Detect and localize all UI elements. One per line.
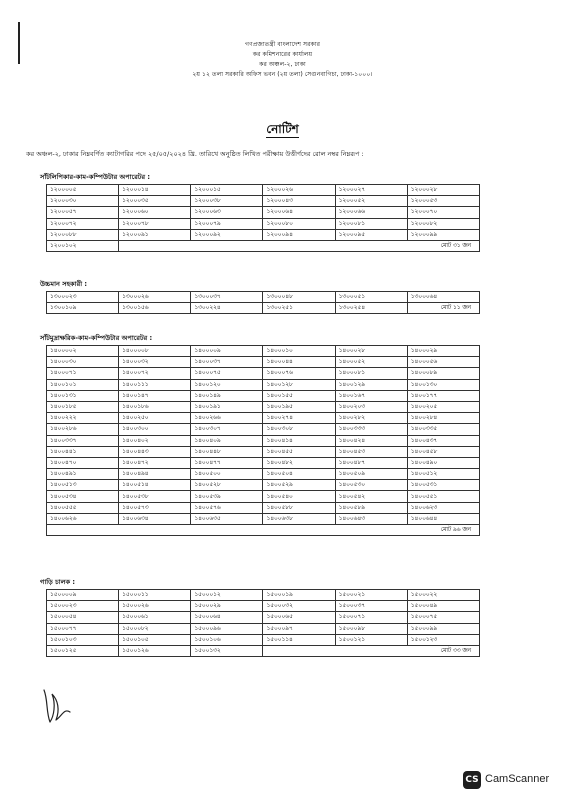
roll-number-cell: ১৪০০৫৩৮ — [119, 491, 191, 502]
roll-number-cell: ১৪০০১৯৫ — [263, 401, 335, 412]
roll-number-cell: ১৪০০৫২৯ — [263, 480, 335, 491]
table-row — [47, 346, 480, 357]
roll-number-cell: ১৪০০০১০ — [263, 346, 335, 357]
roll-number-cell: ১৫০০০১২ — [191, 590, 263, 601]
roll-number-cell: ১৪০০২২২ — [47, 413, 119, 424]
table-row — [47, 218, 480, 229]
header-line-1: গণপ্রজাতন্ত্রী বাংলাদেশ সরকার — [244, 41, 321, 48]
table-row — [47, 401, 480, 412]
roll-number-cell: ১৫০০০৯৭ — [263, 623, 335, 634]
table-row — [47, 480, 480, 491]
roll-number-cell: ১৪০০১৩১ — [47, 390, 119, 401]
roll-number-table — [46, 345, 480, 536]
roll-number-cell: ১৪০০৪৯৪ — [119, 469, 191, 480]
roll-number-cell: ১৪০০০৫৬ — [407, 357, 479, 368]
roll-number-cell: ১৪০০০৩০ — [47, 357, 119, 368]
roll-number-cell: ১৪০০০৪৪ — [263, 357, 335, 368]
table-row — [47, 590, 480, 601]
roll-number-cell: ১৪০০৫৩০ — [335, 480, 407, 491]
roll-number-cell: ১৩০০২৫১ — [263, 303, 335, 314]
section-stenographer — [40, 172, 480, 252]
roll-number-cell: ১৪০০৬৩৮ — [263, 513, 335, 524]
roll-number-cell: ১২০০০৯৪ — [263, 229, 335, 240]
roll-number-cell: ১৪০০০৭৫ — [191, 368, 263, 379]
roll-number-cell: ১৫০০০২৩ — [47, 601, 119, 612]
roll-number-cell: ১৪০০৪৯১ — [47, 469, 119, 480]
table-row — [47, 390, 480, 401]
roll-number-cell: ১৪০০০৮৯ — [407, 368, 479, 379]
notice-title: নোটিশ — [266, 122, 299, 136]
roll-number-cell: ১৪০০০০৯ — [191, 346, 263, 357]
section-label: সাঁটমুদ্রাক্ষরিক-কাম-কম্পিউটার অপারেটর : — [40, 334, 153, 342]
table-row — [47, 196, 480, 207]
section-label: গাড়ি চালক : — [40, 578, 76, 586]
roll-number-cell: ১২০০০৩০ — [47, 196, 119, 207]
roll-number-cell: ১৪০০৬২৬ — [47, 513, 119, 524]
roll-number-cell: ১৪০০২৮৬ — [47, 424, 119, 435]
roll-number-cell: ১৪০০৪৩৭ — [407, 435, 479, 446]
roll-number-cell: ১৪০০০০৮ — [119, 346, 191, 357]
table-row — [47, 413, 480, 424]
roll-number-cell: ১২০০০৭৯ — [191, 218, 263, 229]
total-count: মোট ৯৬ জন — [47, 525, 480, 536]
roll-number-cell: ১২০০০২৭ — [335, 185, 407, 196]
roll-number-cell: ১৫০০১২৬ — [119, 645, 191, 656]
roll-number-cell: ১৫০০০০৯ — [47, 590, 119, 601]
roll-number-cell: ১৫০০০২৬ — [119, 601, 191, 612]
roll-number-cell: ১৪০০৫৪০ — [263, 491, 335, 502]
roll-number-cell: ১৪০০৩০০ — [119, 424, 191, 435]
header-line-2: কর কমিশনারের কার্যালয় — [252, 51, 313, 58]
roll-number-cell: ১২০০০৭০ — [407, 207, 479, 218]
camscanner-watermark: CamScanner — [485, 773, 550, 785]
table-row — [47, 612, 480, 623]
roll-number-cell: ১৫০০০৩২ — [263, 601, 335, 612]
roll-number-cell: ১২০০০৮১ — [335, 218, 407, 229]
roll-number-cell: ১৪০০০৮১ — [335, 368, 407, 379]
section-driver — [40, 577, 480, 657]
roll-number-cell: ১৪০০৫১৪ — [119, 480, 191, 491]
intro-text: কর অঞ্চল-২, ঢাকার নিম্নবর্ণিত ক্যাটাগরির পদে ২৫/০৫/২০২৪ খ্রি. তারিখে অনুষ্ঠিত লিখিত পরীক্ষায় উত্তীর্ণদের রোল নম্বর নিম্নরূপ : — [26, 150, 364, 158]
roll-number-cell: ১২০০০৫২ — [335, 196, 407, 207]
roll-number-cell: ১২০০০৮০ — [263, 218, 335, 229]
roll-number-cell: ১৪০০৪৫৫ — [263, 446, 335, 457]
roll-number-cell: ১৫০০০৯৮ — [335, 623, 407, 634]
roll-number-cell: ১৪০০৬৪৪ — [407, 513, 479, 524]
roll-number-cell: ১৫০০০১১ — [119, 590, 191, 601]
roll-number-table — [46, 589, 480, 657]
roll-number-cell: ১৫০০০২১ — [335, 590, 407, 601]
table-row-total — [47, 240, 480, 251]
roll-number-cell: ১৪০০৫২৮ — [191, 480, 263, 491]
table-row — [47, 446, 480, 457]
table-row — [47, 491, 480, 502]
roll-number-cell: ১৪০০৪৫৮ — [407, 446, 479, 457]
roll-number-cell: ১৪০০৪৪৩ — [119, 446, 191, 457]
roll-number-cell: ১৫০০১০৬ — [191, 634, 263, 645]
roll-number-cell: ১৩০০০৫১ — [335, 292, 407, 303]
roll-number-cell: ১৪০০১৫৫ — [263, 390, 335, 401]
roll-number-cell: ১৪০০১৮৫ — [47, 401, 119, 412]
total-count: মোট ৩১ জন — [119, 240, 480, 251]
roll-number-cell: ১৪০০৬২৩ — [407, 502, 479, 513]
roll-number-cell: ১৩০০১৫৬ — [119, 303, 191, 314]
roll-number-cell: ১৪০০৫৭৩ — [119, 502, 191, 513]
roll-number-cell: ১৪০০৫০৪ — [263, 469, 335, 480]
roll-number-table — [46, 291, 480, 314]
roll-number-cell: ১৪০০১৭৭ — [407, 390, 479, 401]
table-row-total — [47, 645, 480, 656]
table-row — [47, 634, 480, 645]
roll-number-cell: ১৪০০০২৮ — [335, 346, 407, 357]
roll-number-cell: ১৪০০৬৩৪ — [119, 513, 191, 524]
roll-number-cell: ১৫০০০৬১ — [119, 612, 191, 623]
roll-number-cell: ১২০০০৭৮ — [119, 218, 191, 229]
roll-number-cell: ১৪০০৫১২ — [407, 469, 479, 480]
roll-number-cell: ১৪০০৪৫৩ — [335, 446, 407, 457]
roll-number-cell: ১৫০০০৫৪ — [47, 612, 119, 623]
roll-number-cell: ১৪০০৪৯০ — [407, 457, 479, 468]
roll-number-cell: ১২০০০১৪ — [119, 185, 191, 196]
roll-number-cell: ১৫০০০৪৯ — [407, 601, 479, 612]
roll-number-cell: ১৪০০৫৩৪ — [47, 491, 119, 502]
roll-number-cell: ১৪০০০৭৬ — [263, 368, 335, 379]
roll-number-cell: ১২০০০৩৫ — [119, 196, 191, 207]
roll-number-cell: ১৩০০০২৩ — [47, 292, 119, 303]
roll-number-cell: ১৪০০২৬৬ — [191, 413, 263, 424]
roll-number-cell: ১৫০০১২১ — [335, 634, 407, 645]
roll-number-cell: ১২০০০১৫ — [191, 185, 263, 196]
table-row — [47, 368, 480, 379]
table-row — [47, 457, 480, 468]
roll-number-cell: ১৩০০০৬৪ — [407, 292, 479, 303]
table-row-total — [47, 303, 480, 314]
roll-number-cell: ১২০০০৭২ — [47, 218, 119, 229]
roll-number-cell: ১৫০০১৩২ — [191, 645, 263, 656]
roll-number-cell: ১৪০০৫৪২ — [335, 491, 407, 502]
roll-number-cell: ১৪০০৫৭৬ — [191, 502, 263, 513]
header-line-3: কর অঞ্চল-২, ঢাকা — [259, 61, 306, 68]
roll-number-cell: ১২০০০৩৮ — [191, 196, 263, 207]
roll-number-cell: ১২০০০৮২ — [407, 218, 479, 229]
table-row-total — [47, 525, 480, 536]
roll-number-cell: ১৫০০০৬৪ — [191, 612, 263, 623]
roll-number-cell: ১৩০০০৩৭ — [191, 292, 263, 303]
roll-number-cell: ১৪০০০৩৭ — [191, 357, 263, 368]
signature-image — [36, 686, 76, 726]
roll-number-cell: ১৪০০২৮২ — [335, 413, 407, 424]
roll-number-cell: ১৪০০৪৪১ — [47, 446, 119, 457]
roll-number-cell: ১৫০০০৮২ — [119, 623, 191, 634]
roll-number-cell: ১৪০০০৩২ — [119, 357, 191, 368]
roll-number-cell: ১৪০০৪০২ — [119, 435, 191, 446]
roll-number-cell: ১৪০০৪৮৭ — [335, 457, 407, 468]
roll-number-cell: ১৪০০২৫০ — [119, 413, 191, 424]
roll-number-cell: ১২০০০২৬ — [263, 185, 335, 196]
roll-number-cell: ১২০০০৬৩ — [191, 207, 263, 218]
roll-number-cell: ১৫০০১২৩ — [407, 634, 479, 645]
roll-number-cell: ১৪০০১৯১ — [191, 401, 263, 412]
roll-number-cell: ১৩০০২২৪ — [191, 303, 263, 314]
table-row — [47, 185, 480, 196]
roll-number-cell: ১৫০০১১৪ — [263, 634, 335, 645]
roll-number-cell: ১৫০০০২২ — [407, 590, 479, 601]
roll-number-cell: ১৫০০০৩৭ — [335, 601, 407, 612]
roll-number-cell: ১৫০০০৭৫ — [407, 612, 479, 623]
roll-number-cell: ১৪০০৫৩৯ — [191, 491, 263, 502]
roll-number-cell: ১৪০০৪৭৭ — [191, 457, 263, 468]
roll-number-cell: ১৪০০৫৫৫ — [47, 502, 119, 513]
roll-number-cell: ১৪০০১২৯ — [335, 379, 407, 390]
roll-number-cell: ১৪০০৫০৯ — [335, 469, 407, 480]
notice-title-wrap — [0, 118, 565, 141]
table-row — [47, 513, 480, 524]
roll-number-cell: ১৪০০৫০০ — [191, 469, 263, 480]
roll-number-cell: ১৪০০৪১৪ — [263, 435, 335, 446]
roll-number-cell: ১৪০০০৫২ — [335, 357, 407, 368]
table-row — [47, 207, 480, 218]
roll-number-cell: ১৪০০৫৩১ — [407, 480, 479, 491]
roll-number-cell: ১৪০০১৩০ — [407, 379, 479, 390]
roll-number-cell: ১৪০০২০৩ — [335, 401, 407, 412]
roll-number-cell: ১২০০১০২ — [47, 240, 119, 251]
roll-number-cell: ১৪০০১২০ — [191, 379, 263, 390]
roll-number-cell: ১২০০০৯৯ — [407, 229, 479, 240]
roll-number-cell: ১৫০০০৯৯ — [407, 623, 479, 634]
roll-number-cell: ১২০০০৫৭ — [47, 207, 119, 218]
roll-number-cell: ১৫০০১০৩ — [47, 634, 119, 645]
roll-number-cell: ১২০০০৯৫ — [335, 229, 407, 240]
roll-number-cell: ১৪০০৩৩৩ — [335, 424, 407, 435]
roll-number-cell: ১৩০০০৪৮ — [263, 292, 335, 303]
roll-number-cell: ১৪০০৫১৩ — [47, 480, 119, 491]
roll-number-cell: ১৪০০০০২ — [47, 346, 119, 357]
roll-number-cell: ১৪০০১০১ — [47, 379, 119, 390]
roll-number-cell: ১৪০০৫৮৮ — [263, 502, 335, 513]
table-row — [47, 601, 480, 612]
roll-number-cell: ১৩০০০২৬ — [119, 292, 191, 303]
roll-number-cell: ১৪০০২৮৪ — [407, 413, 479, 424]
table-row — [47, 229, 480, 240]
roll-number-cell: ১৫০০০৭৭ — [47, 623, 119, 634]
roll-number-cell: ১৫০০০৯৬ — [191, 623, 263, 634]
roll-number-cell: ১৪০০৪৮২ — [263, 457, 335, 468]
roll-number-cell: ১৫০০১২৫ — [47, 645, 119, 656]
roll-number-cell: ১৫০০১০৫ — [119, 634, 191, 645]
total-count: মোট ১১ জন — [407, 303, 479, 314]
roll-number-cell: ১৪০০৪২৪ — [335, 435, 407, 446]
roll-number-cell: ১৫০০০৬৫ — [263, 612, 335, 623]
section-steno-typist — [40, 333, 480, 536]
roll-number-cell: ১২০০০৫৩ — [407, 196, 479, 207]
camscanner-logo-icon: CS — [463, 771, 481, 789]
table-row — [47, 357, 480, 368]
roll-number-cell: ১৪০০৩০৮ — [263, 424, 335, 435]
table-row — [47, 292, 480, 303]
roll-number-cell: ১৫০০০৭১ — [335, 612, 407, 623]
roll-number-cell: ১৪০০৩০৭ — [191, 424, 263, 435]
office-header — [0, 40, 565, 80]
roll-number-cell: ১২০০০৬০ — [119, 207, 191, 218]
roll-number-cell: ১৪০০১২৮ — [263, 379, 335, 390]
roll-number-cell: ১২০০০৯১ — [119, 229, 191, 240]
roll-number-cell: ১৪০০৫৫১ — [407, 491, 479, 502]
roll-number-cell: ১৪০০৪৭০ — [47, 457, 119, 468]
roll-number-cell: ১৫০০০২৯ — [191, 601, 263, 612]
roll-number-table — [46, 184, 480, 252]
roll-number-cell: ১৩০০২৫৪ — [335, 303, 407, 314]
section-label: সাঁটলিপিকার-কাম-কম্পিউটার অপারেটর : — [40, 173, 151, 181]
roll-number-cell: ১৪০০৩৩৫ — [407, 424, 479, 435]
roll-number-cell: ১৪০০৫৮৯ — [335, 502, 407, 513]
roll-number-cell: ১৪০০১৬৭ — [335, 390, 407, 401]
roll-number-cell: ১২০০০৬৪ — [263, 207, 335, 218]
section-label: উচ্চমান সহকারী : — [40, 280, 88, 288]
roll-number-cell: ১৪০০০৭১ — [47, 368, 119, 379]
table-row — [47, 379, 480, 390]
roll-number-cell: ১২০০০৪৩ — [263, 196, 335, 207]
roll-number-cell: ১৪০০০২৯ — [407, 346, 479, 357]
roll-number-cell: ১৪০০৬৪৩ — [335, 513, 407, 524]
roll-number-cell: ১৪০০৪৪৮ — [191, 446, 263, 457]
table-row — [47, 502, 480, 513]
roll-number-cell: ১৪০০২৭৪ — [263, 413, 335, 424]
roll-number-cell: ১৪০০৪০৯ — [191, 435, 263, 446]
roll-number-cell: ১২০০০৬৬ — [335, 207, 407, 218]
roll-number-cell: ১৪০০০৭২ — [119, 368, 191, 379]
section-upper-division-assistant — [40, 279, 480, 314]
header-line-4: ২য় ১২ তলা সরকারি অফিস ভবন (২য় তলা) সেগুনবাগিচা, ঢাকা-১০০০। — [192, 71, 373, 78]
table-row — [47, 424, 480, 435]
roll-number-cell: ১৪০০১১১ — [119, 379, 191, 390]
roll-number-cell: ১৪০০৩৩৭ — [47, 435, 119, 446]
roll-number-cell: ১৪০০৪৭২ — [119, 457, 191, 468]
roll-number-cell: ১৪০০১৪৯ — [191, 390, 263, 401]
table-row — [47, 623, 480, 634]
roll-number-cell: ১৪০০১৪৭ — [119, 390, 191, 401]
roll-number-cell: ১২০০০২৮ — [407, 185, 479, 196]
roll-number-cell: ১৪০০৬৩৫ — [191, 513, 263, 524]
table-row — [47, 435, 480, 446]
roll-number-cell: ১৪০০১৮৬ — [119, 401, 191, 412]
roll-number-cell: ১২০০০৮৮ — [47, 229, 119, 240]
roll-number-cell: ১৪০০২০৫ — [407, 401, 479, 412]
roll-number-cell: ১২০০০৯২ — [191, 229, 263, 240]
roll-number-cell: ১২০০০০৫ — [47, 185, 119, 196]
table-row — [47, 469, 480, 480]
total-count: মোট ৩৩ জন — [263, 645, 480, 656]
roll-number-cell: ১৩০০১০৯ — [47, 303, 119, 314]
roll-number-cell: ১৫০০০১৯ — [263, 590, 335, 601]
